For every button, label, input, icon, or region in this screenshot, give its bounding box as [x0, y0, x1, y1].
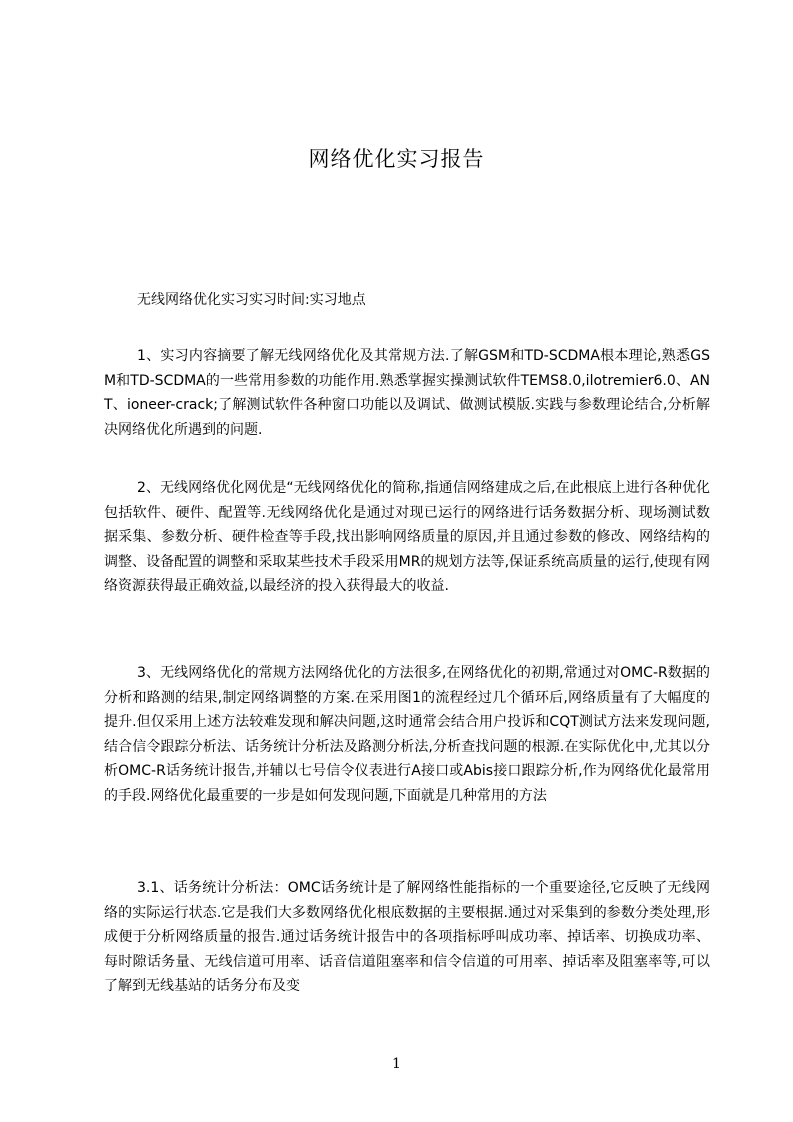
- internship-meta-line: 无线网络优化实习实习时间:实习地点: [137, 292, 366, 308]
- document-title: 网络优化实习报告: [308, 147, 485, 171]
- paragraph-1: 1、实习内容摘要了解无线网络优化及其常规方法.了解GSM和TD-SCDMA根本理论,熟悉GSM和TD-SCDMA的一些常用参数的功能作用.熟悉掌握实操测试软件TEMS8.0,ilotremier6.0、ANT、ioneer-crack;了解测试软件各种窗口功能以及调试、做测试模版.实践与参数理论结合,分析解决网络优化所遇到的问题.: [104, 348, 710, 438]
- page-number: 1: [392, 1056, 401, 1072]
- paragraph-3: 3、无线网络优化的常规方法网络优化的方法很多,在网络优化的初期,常通过对OMC-R数据的分析和路测的结果,制定网络调整的方案.在采用图1的流程经过几个循环后,网络质量有了大幅度的提升.但仅采用上述方法较难发现和解决问题,这时通常会结合用户投诉和CQT测试方法来发现问题,结合信令跟踪分析法、话务统计分析法及路测分析法,分析查找问题的根源.在实际优化中,尤其以分析OMC-R话务统计报告,并辅以七号信令仪表进行A接口或Abis接口跟踪分析,作为网络优化最常用的手段.网络优化最重要的一步是如何发现问题,下面就是几种常用的方法: [104, 665, 710, 804]
- paragraph-2: 2、无线网络优化网优是“无线网络优化的简称,指通信网络建成之后,在此根底上进行各种优化包括软件、硬件、配置等.无线网络优化是通过对现已运行的网络进行话务数据分析、现场测试数据采集、参数分析、硬件检查等手段,找出影响网络质量的原因,并且通过参数的修改、网络结构的调整、设备配置的调整和采取某些技术手段采用MR的规划方法等,保证系统高质量的运行,使现有网络资源获得最正确效益,以最经济的投入获得最大的收益.: [104, 480, 710, 595]
- paragraph-1-block: [104, 344, 710, 442]
- paragraph-4-block: [104, 876, 710, 999]
- paragraph-2-block: [104, 476, 710, 599]
- paragraph-3-block: [104, 661, 710, 809]
- paragraph-4: 3.1、话务统计分析法：OMC话务统计是了解网络性能指标的一个重要途径,它反映了无线网络的实际运行状态.它是我们大多数网络优化根底数据的主要根据.通过对采集到的参数分类处理,形成便于分析网络质量的报告.通过话务统计报告中的各项指标呼叫成功率、掉话率、切换成功率、每时隙话务量、无线信道可用率、话音信道阻塞率和信令信道的可用率、掉话率及阻塞率等,可以了解到无线基站的话务分布及变: [104, 880, 710, 995]
